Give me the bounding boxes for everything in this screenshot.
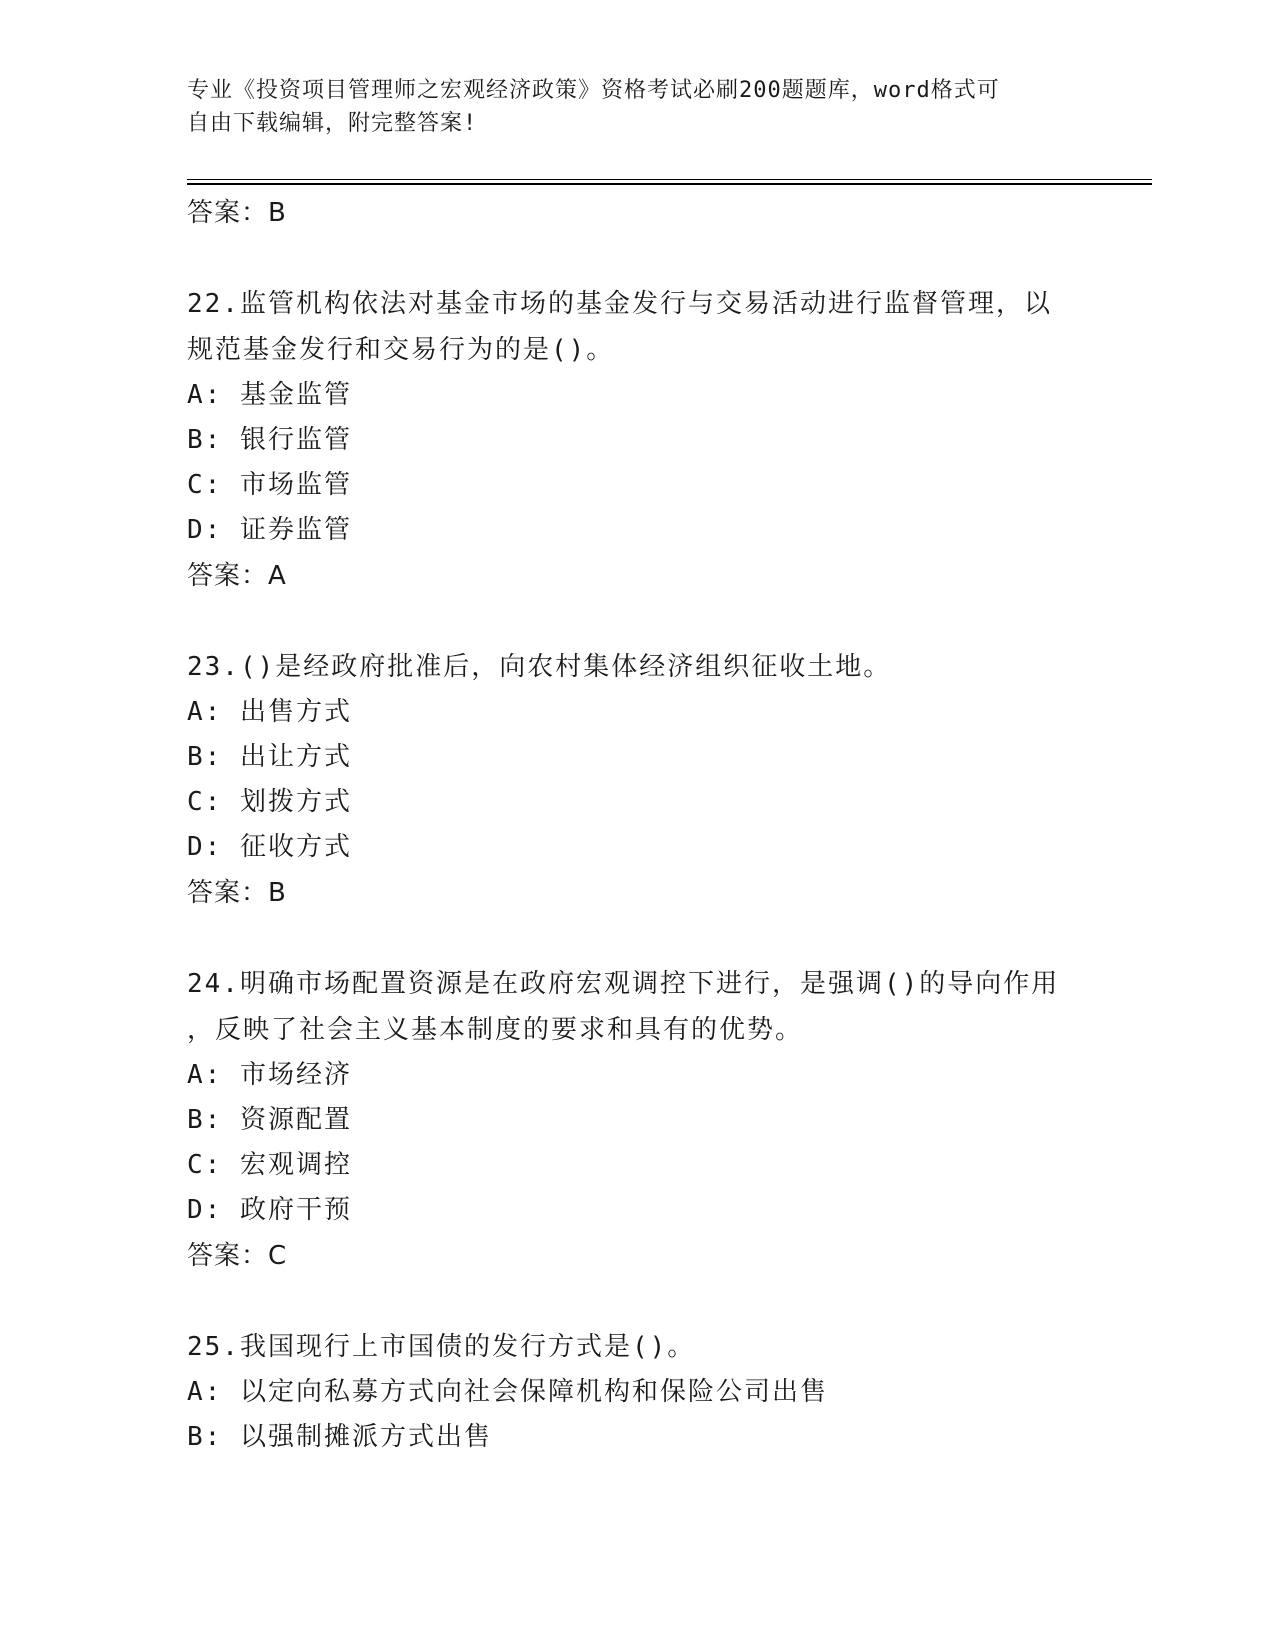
stem-line: 25.我国现行上市国债的发行方式是()。 xyxy=(187,1332,696,1362)
page-header xyxy=(187,74,1087,140)
header-divider xyxy=(187,179,1152,185)
option-text: 证券监管 xyxy=(239,515,352,545)
question-23 xyxy=(187,644,1087,916)
option-text: 基金监管 xyxy=(239,380,352,410)
question-list xyxy=(187,190,1087,1460)
stem-line: 22.监管机构依法对基金市场的基金发行与交易活动进行监督管理，以 xyxy=(187,289,1052,319)
option-letter: A: xyxy=(187,697,223,727)
option-text: 以定向私募方式向社会保障机构和保险公司出售 xyxy=(239,1377,828,1407)
answer-label: 答案： xyxy=(187,561,269,591)
answer-label: 答案： xyxy=(187,1241,269,1271)
option-a xyxy=(187,690,1087,735)
question-stem xyxy=(187,1324,1087,1370)
answer-line xyxy=(187,1233,1087,1279)
answer-label: 答案： xyxy=(187,878,269,908)
header-line-2: 自由下载编辑，附完整答案! xyxy=(187,111,478,136)
question-24 xyxy=(187,961,1087,1279)
option-text: 资源配置 xyxy=(239,1105,352,1135)
option-text: 出让方式 xyxy=(239,742,352,772)
option-letter: D: xyxy=(187,832,223,862)
question-stem xyxy=(187,281,1087,373)
option-letter: B: xyxy=(187,1422,223,1452)
option-letter: A: xyxy=(187,1060,223,1090)
spacer xyxy=(187,1279,1087,1324)
option-b xyxy=(187,1098,1087,1143)
question-22 xyxy=(187,281,1087,599)
answer-value: B xyxy=(268,878,287,908)
answer-line xyxy=(187,553,1087,599)
question-stem xyxy=(187,644,1087,690)
spacer xyxy=(187,599,1087,644)
option-c xyxy=(187,1143,1087,1188)
header-line-1: 专业《投资项目管理师之宏观经济政策》资格考试必刷200题题库，word格式可 xyxy=(187,78,1000,103)
option-letter: A: xyxy=(187,1377,223,1407)
option-letter: D: xyxy=(187,1195,223,1225)
option-b xyxy=(187,1415,1087,1460)
option-a xyxy=(187,373,1087,418)
question-stem xyxy=(187,961,1087,1053)
option-text: 银行监管 xyxy=(239,425,352,455)
option-letter: B: xyxy=(187,1105,223,1135)
option-b xyxy=(187,418,1087,463)
option-d xyxy=(187,508,1087,553)
question-25 xyxy=(187,1324,1087,1460)
option-c xyxy=(187,780,1087,825)
option-text: 市场监管 xyxy=(239,470,352,500)
option-letter: D: xyxy=(187,515,223,545)
option-text: 宏观调控 xyxy=(239,1150,352,1180)
option-d xyxy=(187,1188,1087,1233)
option-letter: A: xyxy=(187,380,223,410)
stem-line: 规范基金发行和交易行为的是()。 xyxy=(187,335,615,365)
answer-value: A xyxy=(268,561,287,591)
option-text: 划拨方式 xyxy=(239,787,352,817)
option-a xyxy=(187,1053,1087,1098)
stem-line: 23.()是经政府批准后，向农村集体经济组织征收土地。 xyxy=(187,652,892,682)
option-text: 征收方式 xyxy=(239,832,352,862)
option-letter: B: xyxy=(187,425,223,455)
option-text: 政府干预 xyxy=(239,1195,352,1225)
answer-value: C xyxy=(268,1241,288,1271)
option-text: 以强制摊派方式出售 xyxy=(239,1422,492,1452)
stem-line: 24.明确市场配置资源是在政府宏观调控下进行，是强调()的导向作用 xyxy=(187,969,1060,999)
stem-line: ，反映了社会主义基本制度的要求和具有的优势。 xyxy=(187,1015,804,1045)
spacer xyxy=(187,916,1087,961)
spacer xyxy=(187,236,1087,281)
option-letter: C: xyxy=(187,787,223,817)
option-d xyxy=(187,825,1087,870)
answer-label: 答案： xyxy=(187,198,269,228)
option-letter: B: xyxy=(187,742,223,772)
answer-line xyxy=(187,190,1087,236)
answer-value: B xyxy=(268,198,287,228)
option-letter: C: xyxy=(187,1150,223,1180)
option-letter: C: xyxy=(187,470,223,500)
option-text: 出售方式 xyxy=(239,697,352,727)
option-c xyxy=(187,463,1087,508)
option-a xyxy=(187,1370,1087,1415)
option-b xyxy=(187,735,1087,780)
answer-line xyxy=(187,870,1087,916)
option-text: 市场经济 xyxy=(239,1060,352,1090)
